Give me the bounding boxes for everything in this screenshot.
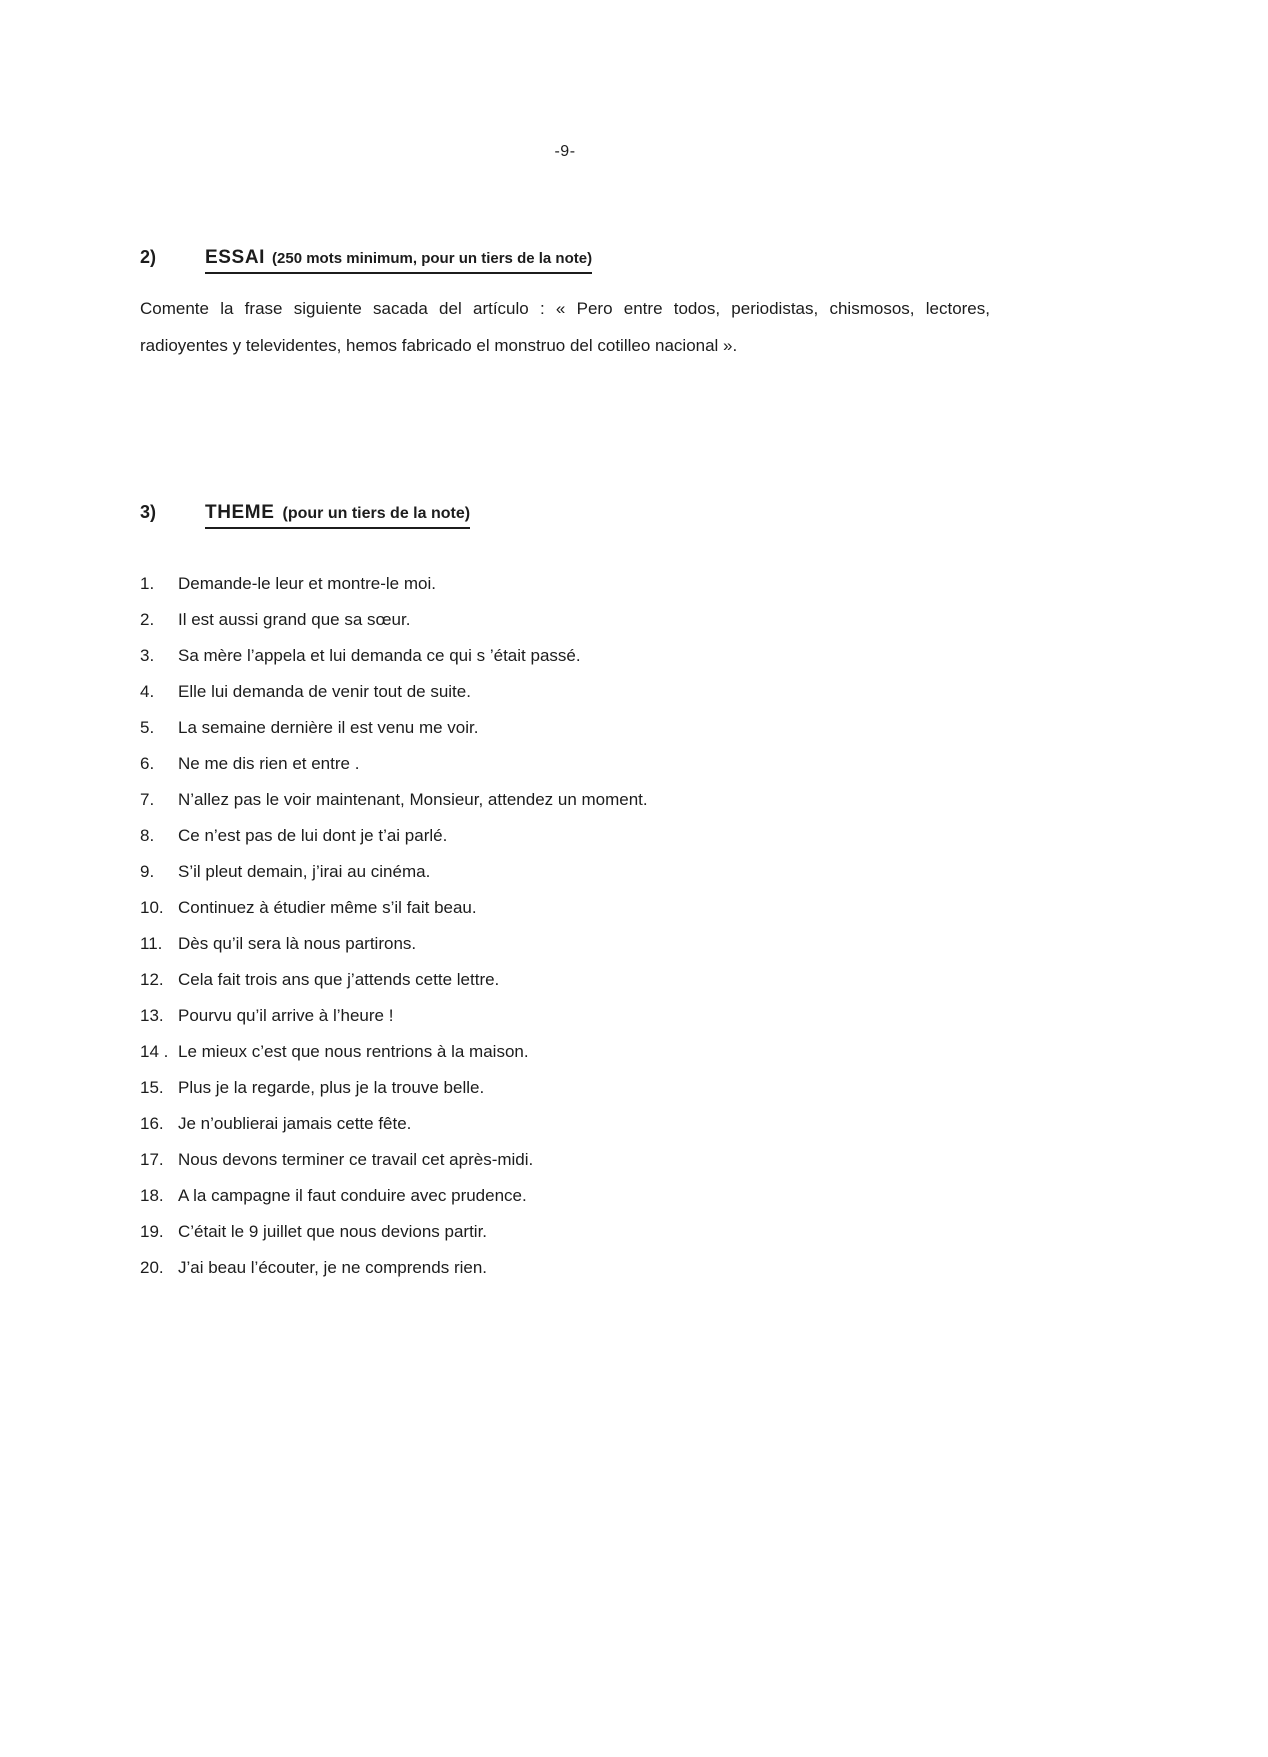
item-text: J’ai beau l’écouter, je ne comprends rien. (178, 1258, 488, 1277)
item-text: Je n’oublierai jamais cette fête. (178, 1114, 412, 1133)
item-text: Pourvu qu’il arrive à l’heure ! (178, 1006, 394, 1025)
item-number: 4. (140, 682, 155, 701)
item-text: Continuez à étudier même s’il fait beau. (178, 898, 477, 917)
page-content (140, 0, 990, 1293)
list-item (140, 753, 990, 789)
page-number: -9- (554, 143, 576, 160)
item-number: 11. (140, 934, 163, 953)
list-item (140, 717, 990, 753)
list-item (140, 897, 990, 933)
item-text: Plus je la regarde, plus je la trouve belle. (178, 1078, 485, 1097)
item-number: 5. (140, 718, 155, 737)
theme-sentence-list (140, 573, 990, 1293)
list-item (140, 789, 990, 825)
list-item (140, 1257, 990, 1293)
list-item (140, 861, 990, 897)
list-item (140, 1041, 990, 1077)
item-text: Nous devons terminer ce travail cet après-midi. (178, 1150, 534, 1169)
item-number: 15. (140, 1078, 164, 1097)
essai-paragraph: Comente la frase siguiente sacada del artículo : « Pero entre todos, periodistas, chismosos, lectores, radioyentes y televidentes, hemos fabricado el monstruo del cotilleo nacional ». (140, 299, 990, 355)
list-item (140, 969, 990, 1005)
section-essai-title (205, 247, 592, 274)
item-number: 8. (140, 826, 155, 845)
list-item (140, 645, 990, 681)
list-item (140, 573, 990, 609)
item-text: Ce n’est pas de lui dont je t’ai parlé. (178, 826, 448, 845)
item-number: 17. (140, 1150, 164, 1169)
section-theme-label: 3) (140, 502, 157, 522)
item-number: 6. (140, 754, 155, 773)
item-text: C’était le 9 juillet que nous devions partir. (178, 1222, 488, 1241)
item-number: 14 . (140, 1042, 169, 1061)
item-text: La semaine dernière il est venu me voir. (178, 718, 479, 737)
list-item (140, 1149, 990, 1185)
item-number: 1. (140, 574, 155, 593)
list-item (140, 1185, 990, 1221)
item-text: Dès qu’il sera là nous partirons. (178, 934, 417, 953)
item-text: Ne me dis rien et entre . (178, 754, 360, 773)
item-text: A la campagne il faut conduire avec prudence. (178, 1186, 527, 1205)
item-number: 16. (140, 1114, 164, 1133)
item-number: 2. (140, 610, 155, 629)
item-number: 13. (140, 1006, 164, 1025)
item-text: Sa mère l’appela et lui demanda ce qui s ’était passé. (178, 646, 581, 665)
section-essai-label: 2) (140, 247, 157, 267)
section-theme-title-text: THEME (205, 502, 275, 523)
item-number: 19. (140, 1222, 164, 1241)
section-theme-title (205, 502, 470, 529)
item-text: N’allez pas le voir maintenant, Monsieur, attendez un moment. (178, 790, 648, 809)
item-text: S’il pleut demain, j’irai au cinéma. (178, 862, 431, 881)
section-essai-subtitle: (250 mots minimum, pour un tiers de la note) (272, 250, 593, 267)
item-number: 20. (140, 1258, 164, 1277)
item-number: 9. (140, 862, 155, 881)
section-theme-heading (140, 502, 990, 529)
item-text: Le mieux c’est que nous rentrions à la maison. (178, 1042, 529, 1061)
list-item (140, 1221, 990, 1257)
item-text: Cela fait trois ans que j’attends cette lettre. (178, 970, 500, 989)
list-item (140, 933, 990, 969)
section-essai-title-text: ESSAI (205, 247, 266, 268)
item-number: 7. (140, 790, 155, 809)
section-theme-subtitle: (pour un tiers de la note) (282, 505, 471, 522)
item-number: 18. (140, 1186, 164, 1205)
item-number: 3. (140, 646, 155, 665)
item-text: Demande-le leur et montre-le moi. (178, 574, 436, 593)
section-essai-heading (140, 247, 990, 274)
list-item (140, 681, 990, 717)
list-item (140, 825, 990, 861)
list-item (140, 609, 990, 645)
item-text: Elle lui demanda de venir tout de suite. (178, 682, 471, 701)
item-text: Il est aussi grand que sa sœur. (178, 610, 411, 629)
list-item (140, 1113, 990, 1149)
list-item (140, 1077, 990, 1113)
item-number: 10. (140, 898, 164, 917)
item-number: 12. (140, 970, 164, 989)
list-item (140, 1005, 990, 1041)
